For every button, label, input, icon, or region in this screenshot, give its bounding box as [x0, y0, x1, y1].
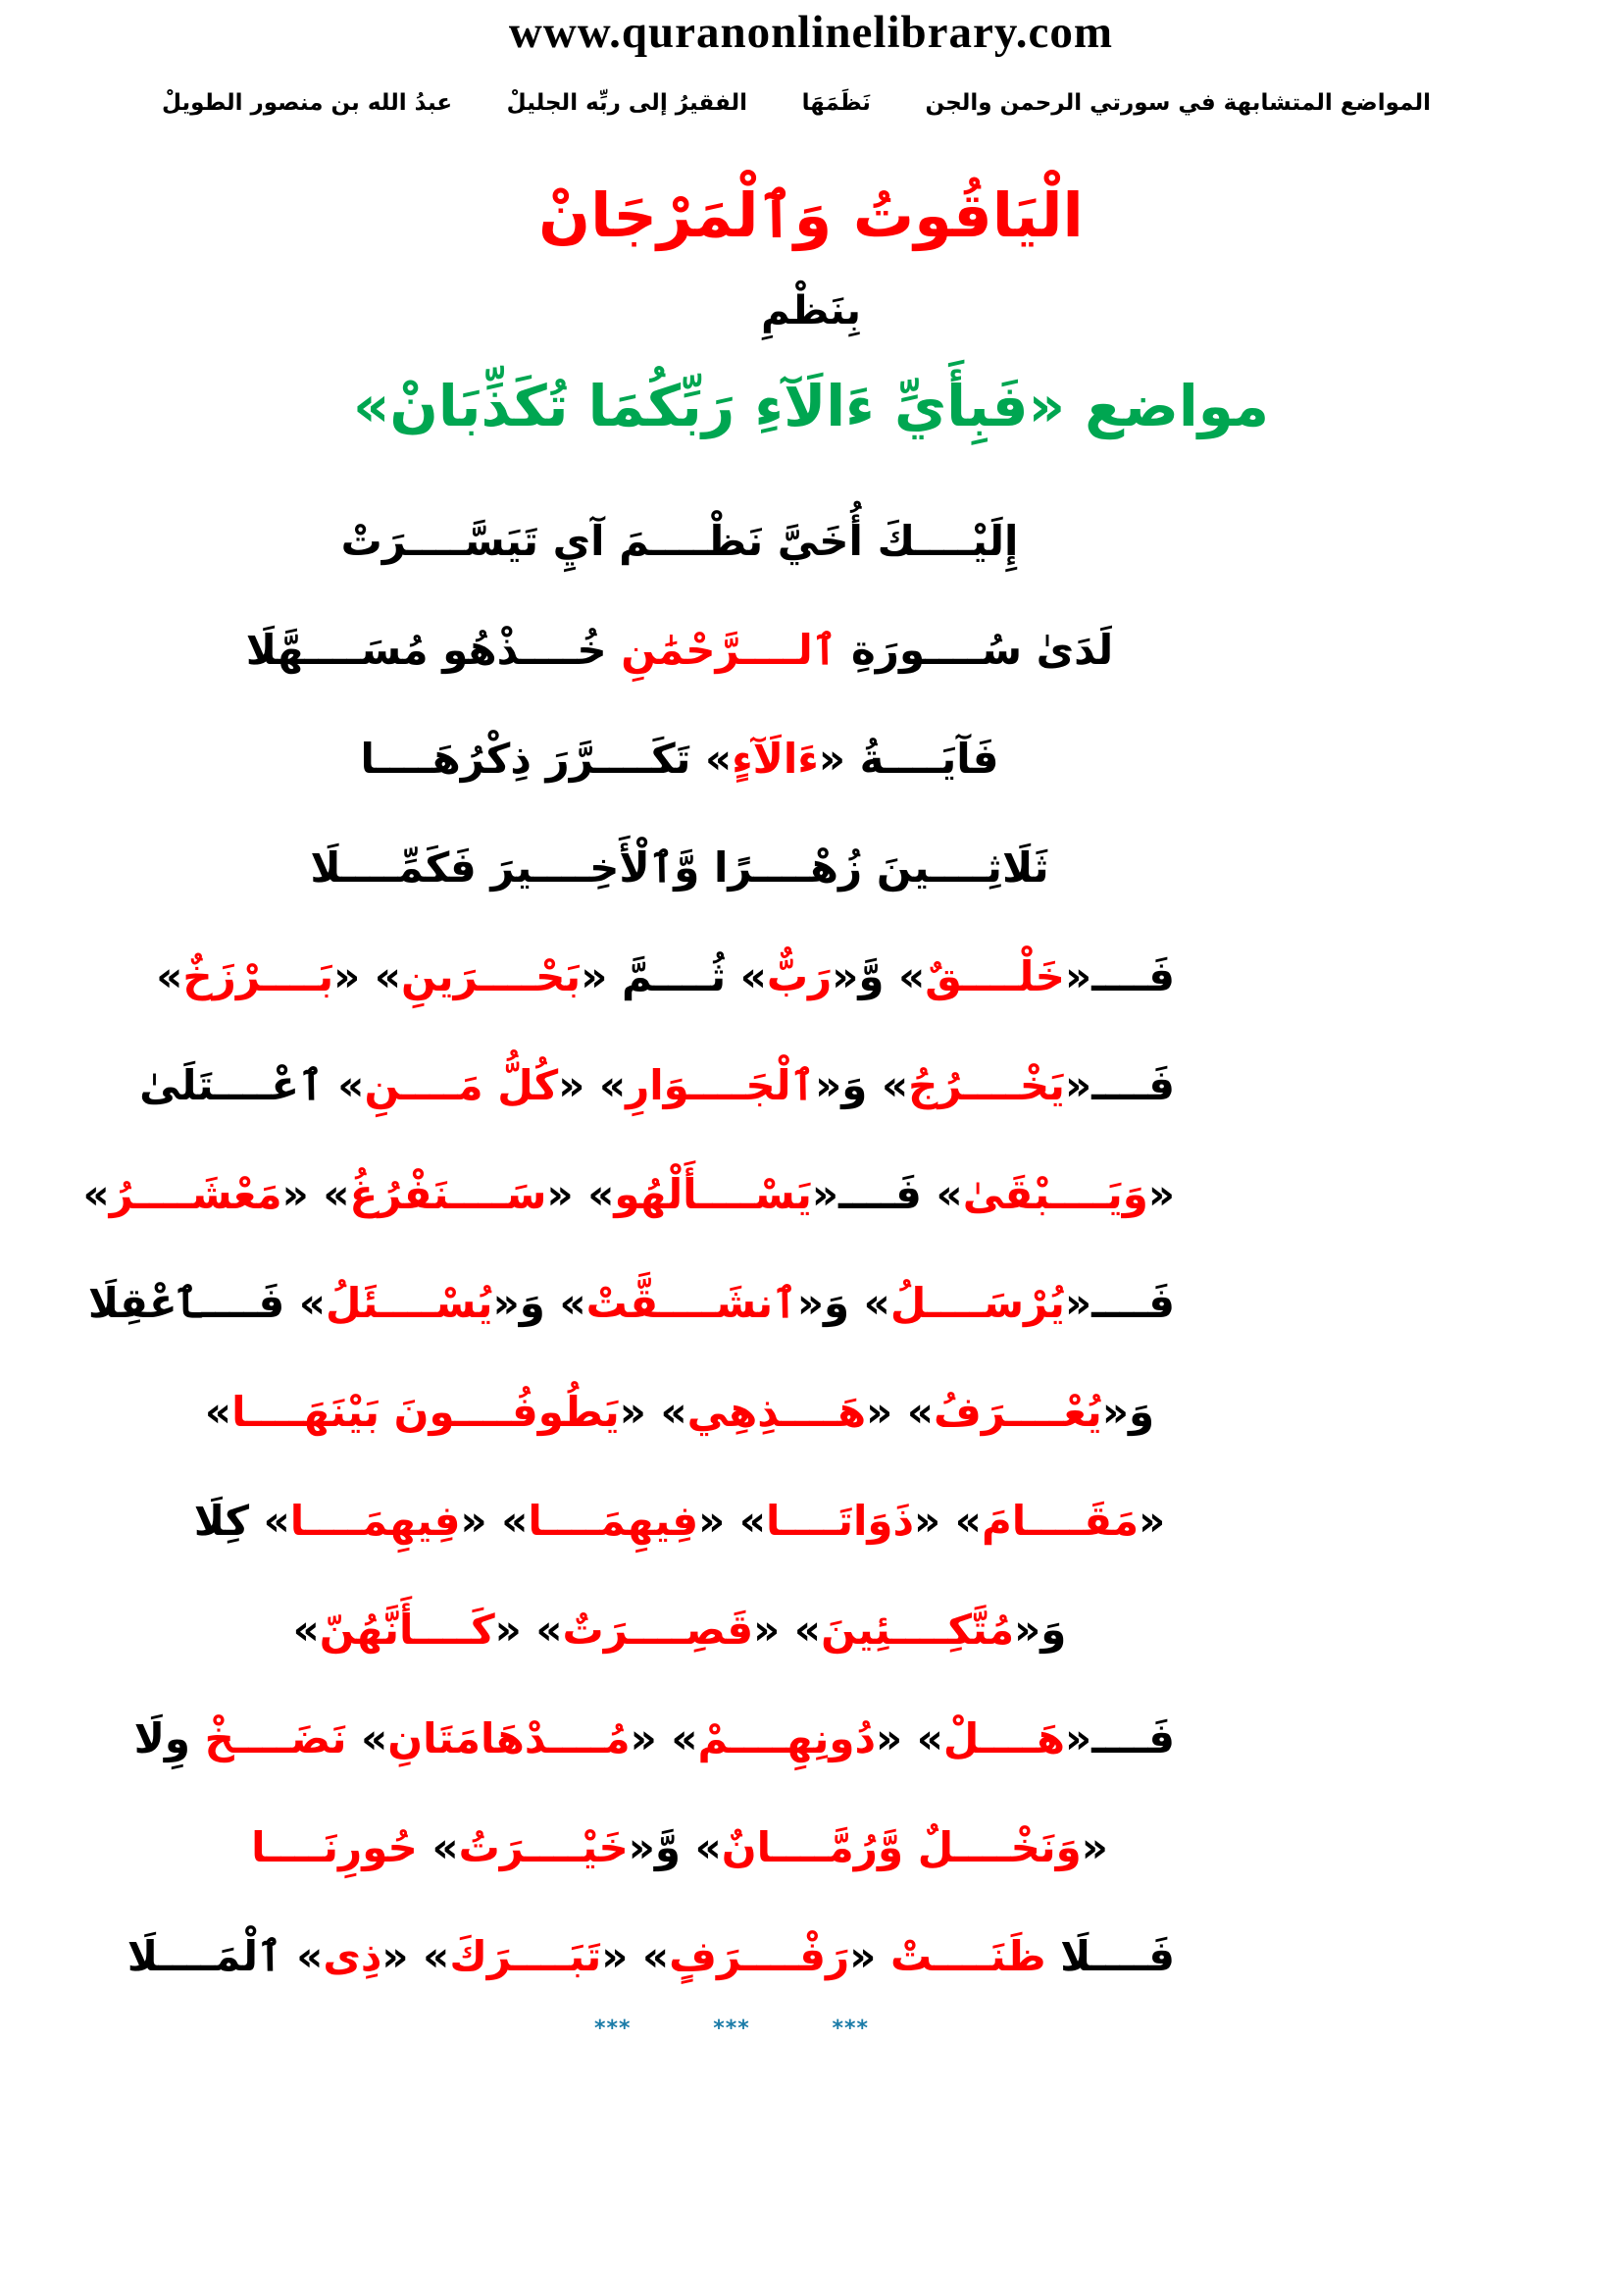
poem-line [87, 1249, 1175, 1357]
separator-row [594, 2016, 869, 2041]
poem-line [156, 922, 1175, 1031]
poem-segment-black: » « [381, 1932, 450, 1980]
poem-segment-red: يُرْسَــــلُ [889, 1279, 1065, 1327]
poem-segment-black: خُــــذْهُو مُسَــــهَّلَا [245, 626, 622, 674]
poem-segment-black: فَآيَــــةُ « [818, 735, 999, 783]
poem-segment-red: رَفْــــرَفٍ [669, 1932, 850, 1980]
poem-segment-black: » كِلَا [193, 1497, 290, 1545]
poem-segment-black: وَ« [1101, 1388, 1155, 1436]
poem-segment-black: » « [866, 1388, 934, 1436]
poem-segment-black: « [1147, 1170, 1175, 1218]
byline-author-epithet: الفقيرُ إلى ربِّه الجليلْ [506, 90, 748, 116]
poem-segment-red: خَلْــــقٌ [925, 952, 1065, 1000]
poem-segment-red: نَضَــــخْ [204, 1714, 347, 1762]
separator-stars: *** [594, 2016, 632, 2041]
byline-author-name: عبدُ الله بن منصور الطويلْ [162, 90, 453, 116]
poem-segment-red: رَبٌّ [766, 952, 833, 1000]
poem-segment-black: » وَ« [796, 1279, 890, 1327]
poem-segment-red: هَــــلْ [942, 1714, 1065, 1762]
poem-subtitle: بِنَظْمِ [761, 288, 861, 333]
poem-segment-black: » « [281, 1170, 350, 1218]
poem-segment-black: » « [546, 1170, 615, 1218]
poem-segment-black: » وَ« [492, 1279, 586, 1327]
poem-segment-black: » « [753, 1606, 822, 1654]
byline-row [0, 90, 1622, 131]
poem-segment-red: سَــــنَفْرُغُ [349, 1170, 547, 1218]
poem-segment-black: إِلَيْــــكَ أُخَيَّ نَظْــــمَ آيِ تَيَسَّــــرَتْ [340, 517, 1019, 565]
byline-composed-by: نَظَمَهَا [801, 90, 871, 116]
poem [82, 486, 1175, 2011]
poem-segment-red: بَــــرْزَخٌ [182, 952, 334, 1000]
poem-segment-black: لَدَىٰ سُــــورَةِ [836, 626, 1114, 674]
poem-segment-red: يُعْــــرَفُ [933, 1388, 1102, 1436]
poem-line [127, 1902, 1175, 2011]
poem-segment-red: ءَالَآءٍ [732, 735, 819, 783]
poem-segment-black: » [417, 1823, 459, 1871]
poem-segment-red: قَصِــــرَتٌ [562, 1606, 754, 1654]
poem-segment-red: يُسْــــئَلُ [326, 1279, 493, 1327]
poem-segment-black: » « [619, 1388, 687, 1436]
poem-segment-red: ذِى [323, 1932, 382, 1980]
poem-segment-red: ذَوَاتَــــا [766, 1497, 915, 1545]
poem-segment-red: تَبَــــرَكَ [449, 1932, 602, 1980]
poem-segment-red: مُتَّكِــــئِينَ [821, 1606, 1015, 1654]
poem-line [184, 1357, 1175, 1466]
poem-segment-black: » « [558, 1061, 627, 1109]
poem-segment-black: » « [630, 1714, 698, 1762]
poem-line [184, 704, 1175, 813]
byline-topic: المواضع المتشابهة في سورتي الرحمن والجن [925, 90, 1431, 116]
poem-segment-black: فَــــلَا [1045, 1932, 1175, 1980]
poem-segment-red: ٱنشَــــقَّتْ [585, 1279, 797, 1327]
poem-segment-black: » « [494, 1606, 563, 1654]
poem-segment-black: « [1081, 1823, 1108, 1871]
poem-line [133, 1684, 1175, 1793]
poem-segment-red: يَسْــــأَلْهُو [614, 1170, 812, 1218]
poem-segment-red: خَيْــــرَتُ [458, 1823, 629, 1871]
poem-segment-red: فِيهِمَــــا [528, 1497, 699, 1545]
poem-segment-black: وَ« [1014, 1606, 1067, 1654]
poem-segment-black: » [82, 1170, 110, 1218]
verse-heading: مواضع «فَبِأَيِّ ءَالَآءِ رَبِّكُمَا تُكَذِّبَانْ» [352, 373, 1270, 439]
page-header [0, 2, 1622, 131]
poem-segment-red: بَحْــــرَينِ [401, 952, 582, 1000]
poem-segment-black: ثَلَاثِــــينَ زُهْــــرًا وَّٱلْأَخِــــيرَ فَكَمِّــــلَا [310, 843, 1049, 892]
poem-segment-red: كُلُّ مَــــنِ [364, 1061, 559, 1109]
poem-segment-black: » [346, 1714, 388, 1762]
poem-segment-black: » « [601, 1932, 670, 1980]
poem-segment-black: « [849, 1932, 890, 1980]
poem-title: الْيَاقُوتُ وَٱلْمَرْجَانْ [538, 179, 1084, 251]
poem-segment-black: وِلَا [133, 1714, 205, 1762]
poem-segment-black: » وَّ« [628, 1823, 722, 1871]
poem-segment-red: فِيهِمَــــا [289, 1497, 461, 1545]
poem-segment-black: « [1139, 1497, 1166, 1545]
poem-segment-black: » [204, 1388, 232, 1436]
poem-segment-black: » فَــــٱعْقِلَا [87, 1279, 326, 1327]
poem-segment-red: وَنَخْــــلٌ وَّرُمَّــــانٌ [721, 1823, 1082, 1871]
poem-segment-black: فَــــ« [1064, 952, 1175, 1000]
separator-stars: *** [713, 2016, 750, 2041]
poem-segment-red: هَــــذِهِي [686, 1388, 867, 1436]
poem-segment-red: ٱلــــرَّحْمَٰنِ [621, 626, 837, 674]
poem-line [184, 1575, 1175, 1684]
poem-line [184, 1793, 1175, 1902]
poem-segment-black: » « [333, 952, 402, 1000]
poem-line [184, 595, 1175, 704]
poem-segment-black: فَــــ« [1064, 1061, 1175, 1109]
poem-segment-black: » « [876, 1714, 943, 1762]
poem-segment-red: وَيَــــبْقَىٰ [962, 1170, 1148, 1218]
poem-segment-red: مَقَــــامَ [981, 1497, 1140, 1545]
poem-line [139, 1031, 1175, 1140]
poem-segment-red: دُونِهِــــمْ [697, 1714, 877, 1762]
poem-segment-red: حُورِنَــــا [251, 1823, 418, 1871]
poem-segment-black: » « [698, 1497, 767, 1545]
poem-line [82, 1140, 1175, 1249]
poem-segment-black: » فَــــ« [811, 1170, 963, 1218]
poem-segment-red: يَخْــــرُجُ [908, 1061, 1065, 1109]
poem-line [184, 1466, 1175, 1575]
poem-segment-red: مَعْشَــــرُ [109, 1170, 282, 1218]
poem-segment-black: » ثُــــمَّ « [581, 952, 767, 1000]
poem-segment-red: ظَنَــــتْ [889, 1932, 1046, 1980]
poem-segment-black: فَــــ« [1064, 1714, 1175, 1762]
poem-segment-red: يَطُوفُــــونَ بَيْنَهَــــا [231, 1388, 620, 1436]
site-url-text: www.quranonlinelibrary.com [508, 7, 1114, 58]
document-body [0, 171, 1622, 2041]
poem-line [184, 486, 1175, 595]
poem-segment-red: كَــــأَنَّهُنّ [319, 1606, 495, 1654]
poem-segment-red: ٱلْجَــــوَارِ [626, 1061, 816, 1109]
poem-segment-black: فَــــ« [1064, 1279, 1175, 1327]
poem-segment-black: » ٱلْمَــــلَا [127, 1932, 324, 1980]
poem-line [184, 813, 1175, 922]
poem-segment-black: » وَ« [815, 1061, 909, 1109]
poem-segment-red: مُــــدْهَامَتَانِ [387, 1714, 631, 1762]
poem-segment-black: » [292, 1606, 320, 1654]
poem-segment-black: » [156, 952, 183, 1000]
poem-segment-black: » وَّ« [832, 952, 926, 1000]
poem-segment-black: » « [460, 1497, 529, 1545]
poem-segment-black: » « [914, 1497, 982, 1545]
poem-segment-black: » تَكَــــرَّرَ ذِكْرُهَــــا [360, 735, 733, 783]
separator-stars: *** [832, 2016, 869, 2041]
poem-segment-black: » ٱعْــــتَلَىٰ [139, 1061, 365, 1109]
